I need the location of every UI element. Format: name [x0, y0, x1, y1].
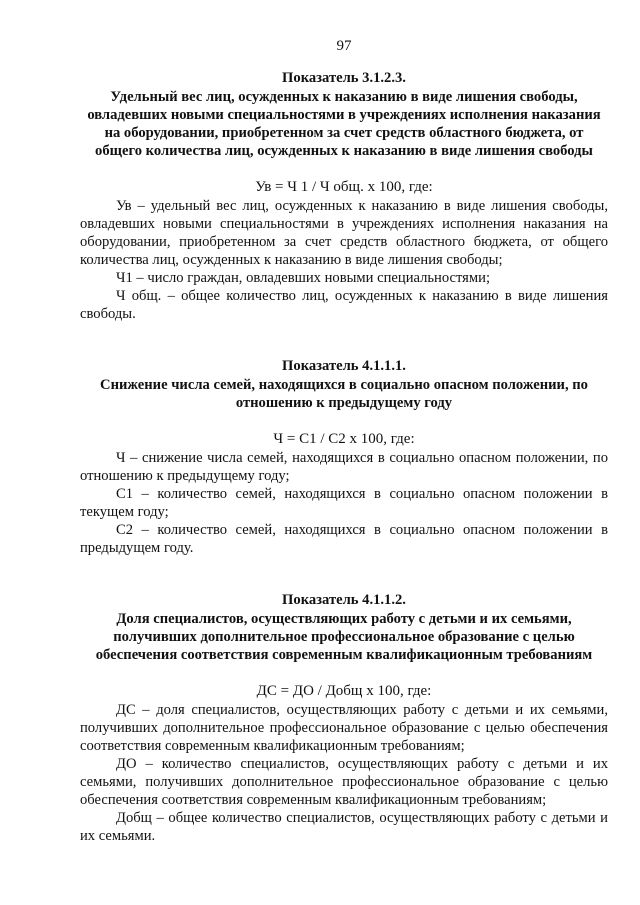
indicator-heading [80, 69, 608, 160]
page-number: 97 [336, 38, 352, 54]
formula-definition: ДО – количество специалистов, осуществляющих работу с детьми и их семьями, получивших дополнительное профессиональное образование с целью обеспечения соответствия современным квалификационным требованиям; [80, 756, 608, 808]
indicator-formula: Ч = С1 / С2 х 100, где: [273, 431, 415, 447]
formula-definition: Ч1 – число граждан, овладевших новыми специальностями; [116, 270, 490, 286]
indicator-description: Доля специалистов, осуществляющих работу с детьми и их семьями, получивших дополнительное профессиональное образование с целью обеспечения соответствия современным квалификационным требованиям [95, 611, 593, 663]
indicator-heading [80, 591, 608, 664]
indicator-title: Показатель 3.1.2.3. [282, 70, 406, 86]
indicator-formula: Ув = Ч 1 / Ч общ. х 100, где: [255, 179, 433, 195]
formula-definition: Ув – удельный вес лиц, осужденных к наказанию в виде лишения свободы, овладевших новыми специальностями в учреждениях исполнения наказания на оборудовании, приобретенном за счет средств областного бюджета, от общего количества лиц, осужденных к наказанию в виде лишения свободы; [80, 198, 608, 268]
indicator-heading [80, 357, 608, 412]
indicator-title: Показатель 4.1.1.1. [282, 358, 406, 374]
indicator-description: Удельный вес лиц, осужденных к наказанию в виде лишения свободы, овладевших новыми специальностями в учреждениях исполнения наказания на оборудовании, приобретенном за счет средств областного бюджета, от общего количества лиц, осужденных к наказанию в виде лишения свободы [87, 89, 601, 159]
formula-definition: С2 – количество семей, находящихся в социально опасном положении в предыдущем году. [80, 522, 608, 556]
indicator-title: Показатель 4.1.1.2. [282, 592, 406, 608]
formula-definition: ДС – доля специалистов, осуществляющих работу с детьми и их семьями, получивших дополнительное профессиональное образование с целью обеспечения соответствия современным квалификационным требованиям; [80, 702, 608, 754]
indicator-description: Снижение числа семей, находящихся в социально опасном положении, по отношению к предыдущему году [100, 377, 588, 411]
formula-definition: Ч общ. – общее количество лиц, осужденных к наказанию в виде лишения свободы. [80, 288, 608, 322]
indicator-formula: ДС = ДО / Добщ х 100, где: [256, 683, 432, 699]
formula-definition: Добщ – общее количество специалистов, осуществляющих работу с детьми и их семьями. [80, 810, 608, 844]
formula-definition: Ч – снижение числа семей, находящихся в социально опасном положении, по отношению к предыдущему году; [80, 450, 608, 484]
formula-definition: С1 – количество семей, находящихся в социально опасном положении в текущем году; [80, 486, 608, 520]
